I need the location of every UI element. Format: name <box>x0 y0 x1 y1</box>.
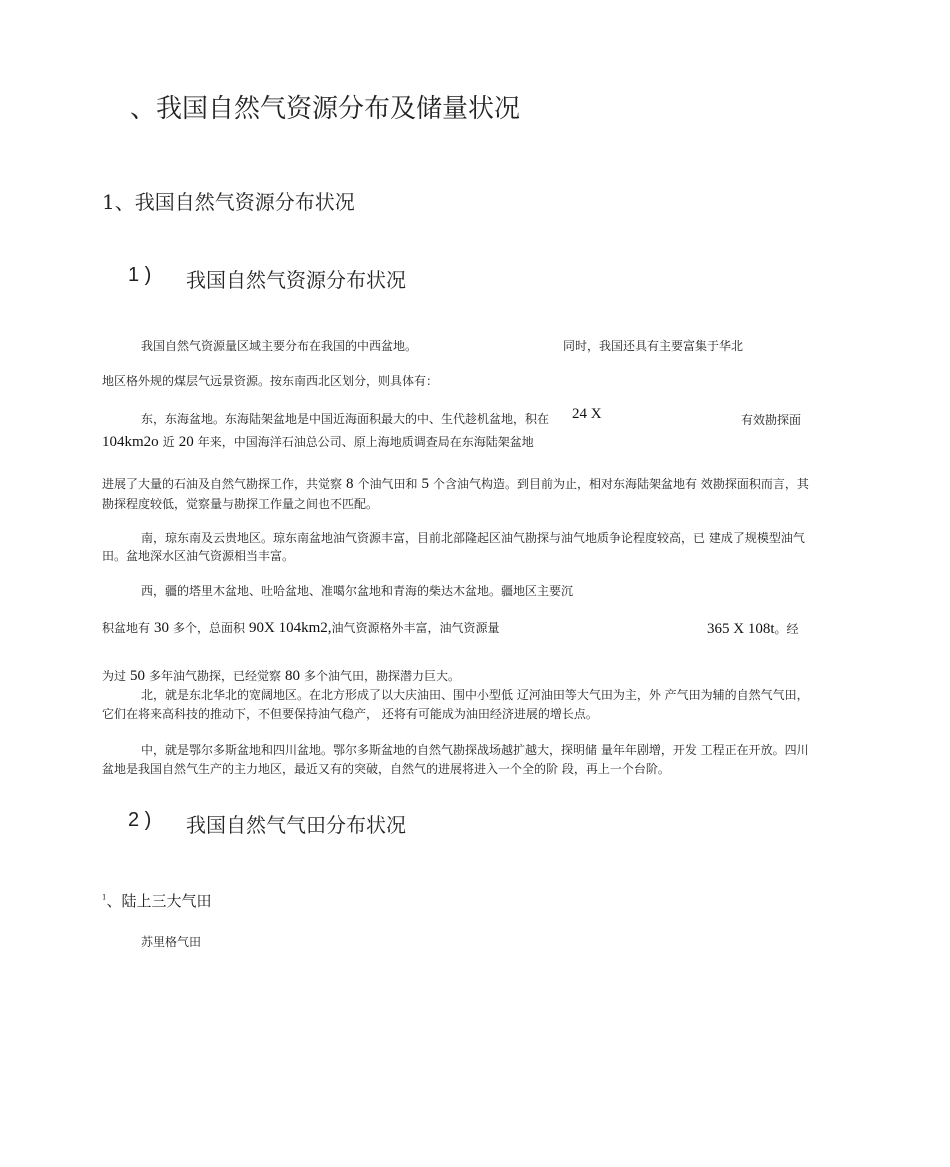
subsection-1-number: 1 ) <box>128 264 152 286</box>
intro-line-2: 地区格外规的煤层气远景资源。按东南西北区划分，则具体有： <box>102 374 439 388</box>
subsection-heading-1 <box>128 264 406 292</box>
document-title: 、我国自然气资源分布及储量状况 <box>130 94 521 124</box>
east-line-3c: 个含油气构造。到目前为止，相对东海陆架盆地有 效勘探面积而言，其 <box>433 477 809 491</box>
north-line-2: 它们在将来高科技的推动下，不但要保持油气稳产， 还将有可能成为油田经济进展的增长点。 <box>102 707 598 721</box>
subsection-2-label: 我国自然气气田分布状况 <box>186 813 406 837</box>
east-years-value: 20 <box>178 434 194 450</box>
west-line-2 <box>102 618 500 638</box>
west-line-3b: 多年油气勘探，已经觉察 <box>149 669 282 683</box>
east-line-3b: 个油气田和 <box>357 477 418 491</box>
west-resource-value: 365 X 108t <box>707 621 775 637</box>
east-area-value: 24 X <box>572 406 602 422</box>
west-total-area: 90X 104km2, <box>249 620 332 636</box>
east-line-2b: 年来，中国海洋石油总公司、原上海地质调查局在东海陆架盆地 <box>197 435 534 449</box>
west-resource-amount <box>707 619 799 639</box>
subsection-2-number: 2 ) <box>128 809 152 831</box>
section-heading-1-text: 1、我国自然气资源分布状况 <box>102 190 355 214</box>
east-line-2a: 近 <box>162 435 175 449</box>
east-fields-count: 8 <box>346 476 354 492</box>
east-structures-count: 5 <box>421 476 430 492</box>
east-line-1a: 东，东海盆地。东海陆架盆地是中国近海面积最大的中、生代趁机盆地，积在 <box>141 412 550 426</box>
east-area-unit: 104km2o <box>102 434 159 450</box>
west-line-2c: 油气资源格外丰富，油气资源量 <box>331 621 500 635</box>
land-label: 、陆上三大气田 <box>106 892 212 910</box>
section-heading-1 <box>102 186 355 215</box>
intro-line-1a: 我国自然气资源量区域主要分布在我国的中西盆地。 <box>141 339 418 353</box>
west-line-3a: 为过 <box>102 669 127 683</box>
north-line-1: 北，就是东北华北的宽阔地区。在北方形成了以大庆油田、围中小型低 辽河油田等大气田为主，外 产气田为辅的自然气气田， <box>141 688 809 702</box>
west-years-value: 50 <box>130 668 146 684</box>
west-line-2b: 多个，总面积 <box>173 621 246 635</box>
east-line-3a: 进展了大量的石油及自然气勘探工作，共觉察 <box>102 477 343 491</box>
west-line-2a: 积盆地有 <box>102 621 151 635</box>
south-line-2: 田。盆地深水区油气资源相当丰富。 <box>102 549 295 563</box>
south-line-1: 南，琼东南及云贵地区。琼东南盆地油气资源丰富，目前北部隆起区油气勘探与油气地质争论程度较高，已 建成了规模型油气 <box>141 531 805 545</box>
east-line-3 <box>102 474 809 494</box>
west-basins-count: 30 <box>154 620 170 636</box>
intro-line-1b: 同时，我国还具有主要富集于华北 <box>563 339 744 353</box>
land-gasfields-heading <box>102 890 211 911</box>
east-line-4: 勘探程度较低，觉察量与勘探工作量之间也不匹配。 <box>102 497 379 511</box>
west-line-1: 西，疆的塔里木盆地、吐哈盆地、准噶尔盆地和青海的柴达木盆地。疆地区主要沉 <box>141 584 574 598</box>
east-line-2 <box>102 432 534 452</box>
west-line-2d: 。经 <box>774 622 799 636</box>
west-line-3c: 多个油气田，勘探潜力巨大。 <box>304 669 461 683</box>
subsection-1-label: 我国自然气资源分布状况 <box>186 268 406 292</box>
middle-line-1: 中，就是鄂尔多斯盆地和四川盆地。鄂尔多斯盆地的自然气勘探战场越扩越大，探明储 量年年剧增，开发 工程正在开放。四川 <box>141 743 809 757</box>
west-line-3 <box>102 666 460 686</box>
land-marker: 1 <box>102 893 107 902</box>
subsection-heading-2 <box>128 809 406 837</box>
east-line-1b: 有效勘探面 <box>741 413 802 427</box>
middle-line-2: 盆地是我国自然气生产的主力地区，最近又有的突破，自然气的进展将进入一个全的阶 段，再上一个台阶。 <box>102 762 670 776</box>
west-fields-count: 80 <box>285 668 301 684</box>
sulige-gasfield-label: 苏里格气田 <box>141 935 202 949</box>
